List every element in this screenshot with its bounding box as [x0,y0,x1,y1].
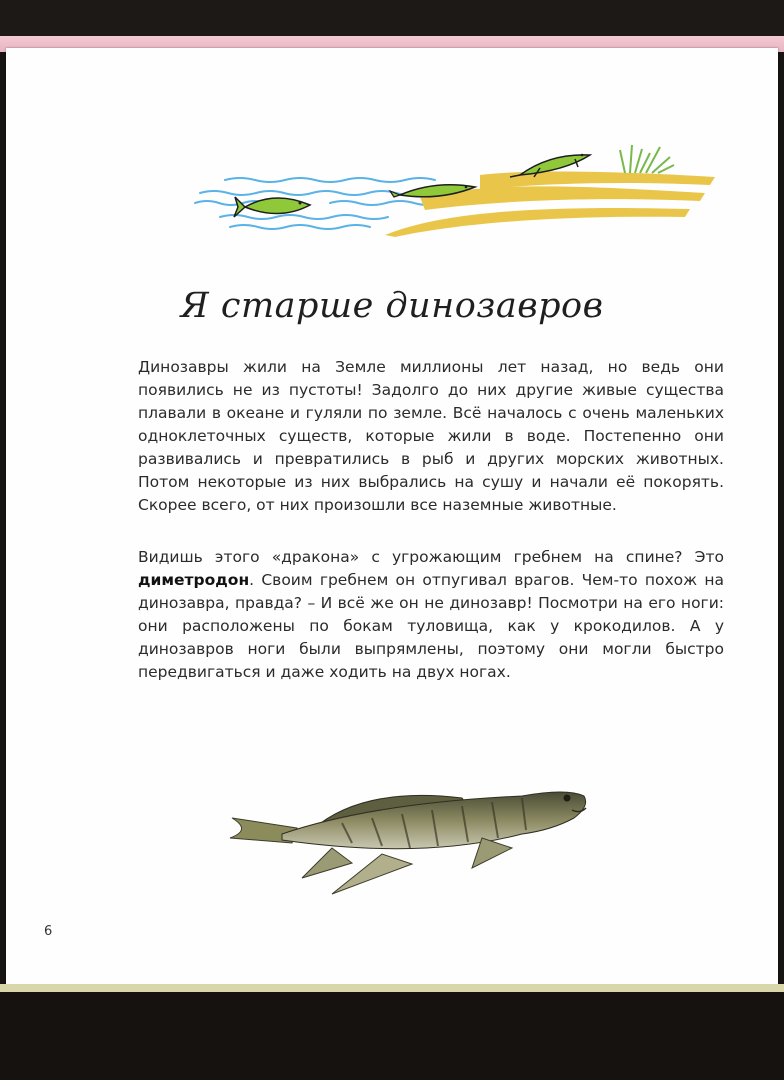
prehistoric-fish-illustration [222,768,597,903]
sand-shore [385,171,715,237]
intro-paragraph: Динозавры жили на Земле миллионы лет назад, но ведь они появились не из пустоты! Задолго до них другие живые существа плавали в океане и гуляли по земле. Всё началось с очень маленьких одноклеточных существ, которые жили в воде. Постепенно они развивались и превратились в рыб и других морских животных. Потом некоторые из них выбрались на сушу и начали её покорять. Скорее всего, от них произошли все наземные животные. [138,358,724,514]
scan-background-bottom [0,992,784,1080]
dimetrodon-paragraph [138,546,724,684]
scan-background-top [0,0,784,40]
dimetrodon-term: диметродон [138,571,250,589]
page-number: 6 [44,924,53,939]
evolution-illustration [180,135,720,245]
page-title: Я старше динозавров [180,286,604,326]
grass-tuft [620,145,674,173]
page-bottom-edge [0,984,784,992]
paragraph-text: . Своим гребнем он отпугивал врагов. Чем-то похож на динозавра, правда? – И всё же он не динозавр! Посмотри на его ноги: они расположены по бокам туловища, как у крокодилов. А у динозавров ноги были выпрямлены, поэтому они могли быстро передвигаться и даже ходить на двух ногах. [138,571,724,681]
fish-icon [234,197,310,217]
water-waves [195,178,442,229]
paragraph-text: Видишь этого «дракона» с угрожающим гребнем на спине? Это [138,548,724,566]
